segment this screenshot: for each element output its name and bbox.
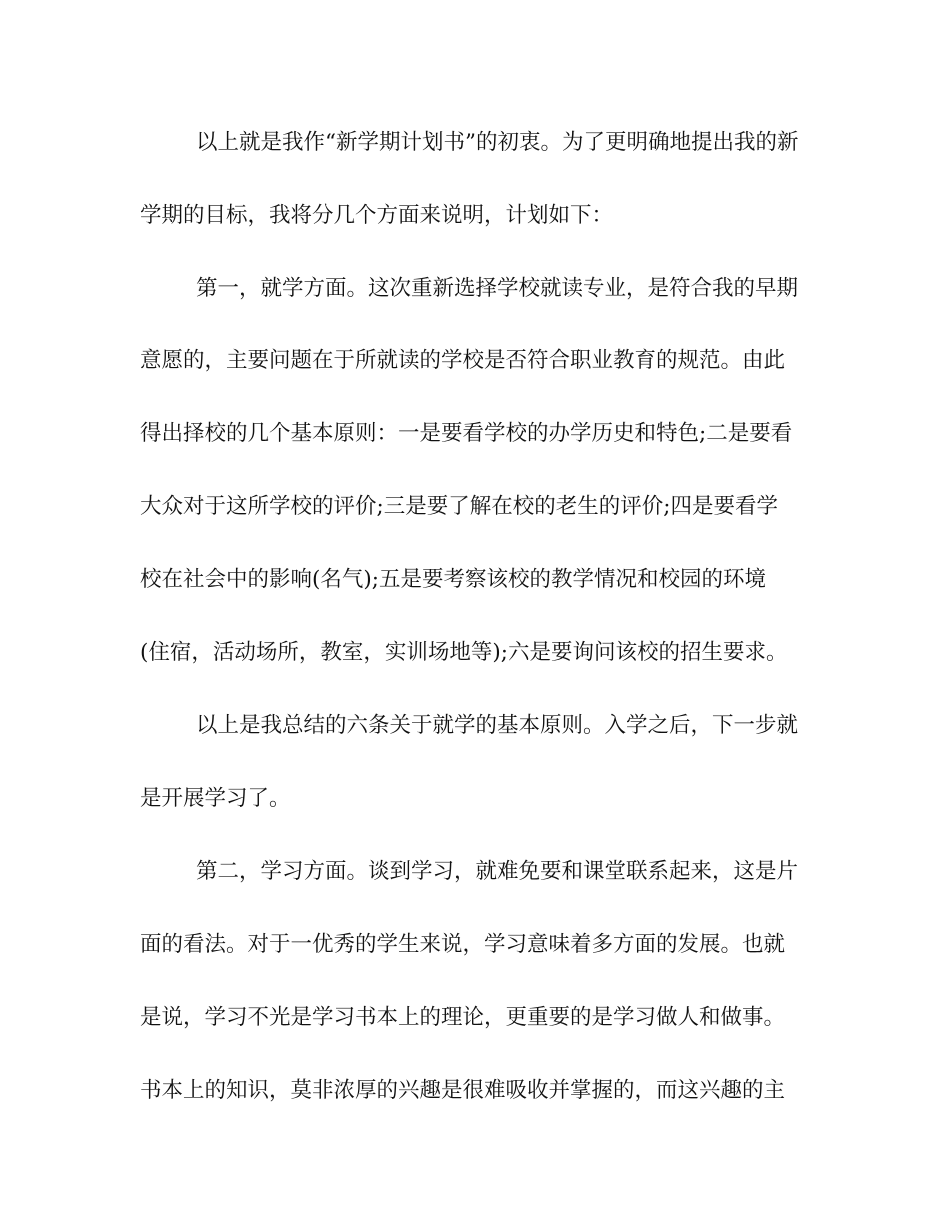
paragraph-3-line-2: 是开展学习了。 — [140, 786, 291, 811]
paragraph-2-line-6: (住宿，活动场所，教室，实训场地等);六是要询问该校的招生要求。 — [140, 640, 788, 665]
paragraph-2-line-2: 意愿的，主要问题在于所就读的学校是否符合职业教育的规范。由此 — [140, 348, 786, 373]
paragraph-4-line-2: 面的看法。对于一优秀的学生来说，学习意味着多方面的发展。也就 — [140, 932, 786, 957]
paragraph-3-line-1: 以上是我总结的六条关于就学的基本原则。入学之后，下一步就 — [196, 713, 799, 738]
paragraph-4-line-4: 书本上的知识，莫非浓厚的兴趣是很难吸收并掌握的，而这兴趣的主 — [140, 1078, 786, 1103]
paragraph-1-line-2: 学期的目标，我将分几个方面来说明，计划如下： — [140, 203, 614, 228]
paragraph-2-line-4: 大众对于这所学校的评价;三是要了解在校的老生的评价;四是要看学 — [140, 494, 778, 519]
paragraph-4-line-1: 第二，学习方面。谈到学习，就难免要和课堂联系起来，这是片 — [196, 859, 799, 884]
paragraph-2-line-3: 得出择校的几个基本原则：一是要看学校的办学历史和特色;二是要看 — [140, 421, 793, 446]
paragraph-1-line-1: 以上就是我作“新学期计划书”的初衷。为了更明确地提出我的新 — [196, 130, 799, 155]
paragraph-4-line-3: 是说，学习不光是学习书本上的理论，更重要的是学习做人和做事。 — [140, 1005, 786, 1030]
paragraph-2-line-1: 第一，就学方面。这次重新选择学校就读专业，是符合我的早期 — [196, 276, 799, 301]
paragraph-2-line-5: 校在社会中的影响(名气);五是要考察该校的教学情况和校园的环境 — [140, 567, 767, 592]
